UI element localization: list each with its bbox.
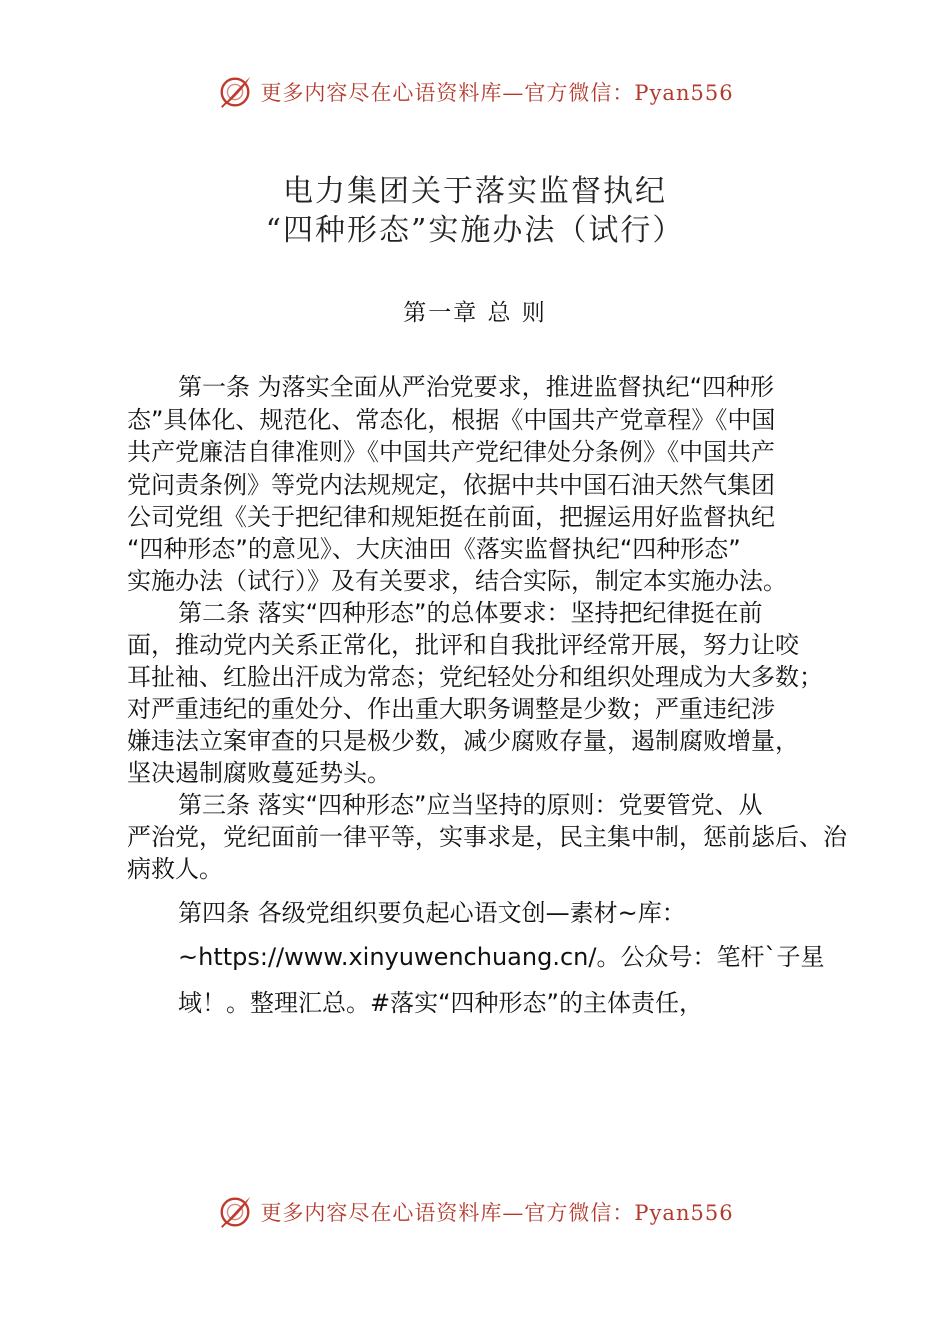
body-line: “四种形态”的意见》、大庆油田《落实监督执纪“四种形态” bbox=[127, 535, 741, 563]
document-title-line2: “四种形态”实施办法（试行） bbox=[265, 213, 685, 248]
body-line: 严治党，党纪面前一律平等，实事求是，民主集中制，惩前毖后、治 bbox=[127, 823, 847, 851]
body-line: 态”具体化、规范化、常态化，根据《中国共产党章程》《中国 bbox=[127, 406, 776, 434]
footer-banner bbox=[0, 1190, 950, 1234]
body-line: 实施办法（试行）》及有关要求，结合实际，制定本实施办法。 bbox=[127, 567, 787, 595]
header-banner-text: 更多内容尽在心语资料库—官方微信：Pyan556 bbox=[260, 81, 734, 105]
body-line: 共产党廉洁自律准则》《中国共产党纪律处分条例》《中国共产 bbox=[127, 438, 775, 466]
body-line: 域！。整理汇总。#落实“四种形态”的主体责任， bbox=[178, 989, 703, 1017]
body-line: 嫌违法立案审查的只是极少数，减少腐败存量，遏制腐败增量， bbox=[127, 727, 799, 755]
body-line: 第二条 落实“四种形态”的总体要求：坚持把纪律挺在前 bbox=[178, 599, 763, 627]
footer-banner-text: 更多内容尽在心语资料库—官方微信：Pyan556 bbox=[260, 1201, 734, 1225]
chapter-heading: 第一章 总 则 bbox=[403, 300, 547, 326]
body-line: 第一条 为落实全面从严治党要求，推进监督执纪“四种形 bbox=[178, 373, 775, 401]
body-line: 第四条 各级党组织要负起心语文创—素材~库： bbox=[178, 899, 686, 927]
quill-logo-icon bbox=[216, 73, 254, 111]
body-line: 耳扯袖、红脸出汗成为常态；党纪轻处分和组织处理成为大多数； bbox=[127, 663, 823, 691]
document-title-line1: 电力集团关于落实监督执纪 bbox=[283, 174, 667, 209]
body-line: 第三条 落实“四种形态”应当坚持的原则：党要管党、从 bbox=[178, 791, 763, 819]
quill-logo-icon bbox=[216, 1193, 254, 1231]
body-line: ~https://www.xinyuwenchuang.cn/。公众号：笔杆`子星 bbox=[178, 943, 825, 971]
body-line: 公司党组《关于把纪律和规矩挺在前面，把握运用好监督执纪 bbox=[127, 503, 775, 531]
body-line: 面，推动党内关系正常化，批评和自我批评经常开展，努力让咬 bbox=[127, 631, 799, 659]
body-line: 党问责条例》等党内法规规定，依据中共中国石油天然气集团 bbox=[127, 471, 775, 499]
body-line: 对严重违纪的重处分、作出重大职务调整是少数；严重违纪涉 bbox=[127, 695, 775, 723]
header-banner bbox=[0, 70, 950, 114]
body-line: 病救人。 bbox=[127, 855, 223, 883]
body-line: 坚决遏制腐败蔓延势头。 bbox=[127, 759, 391, 787]
